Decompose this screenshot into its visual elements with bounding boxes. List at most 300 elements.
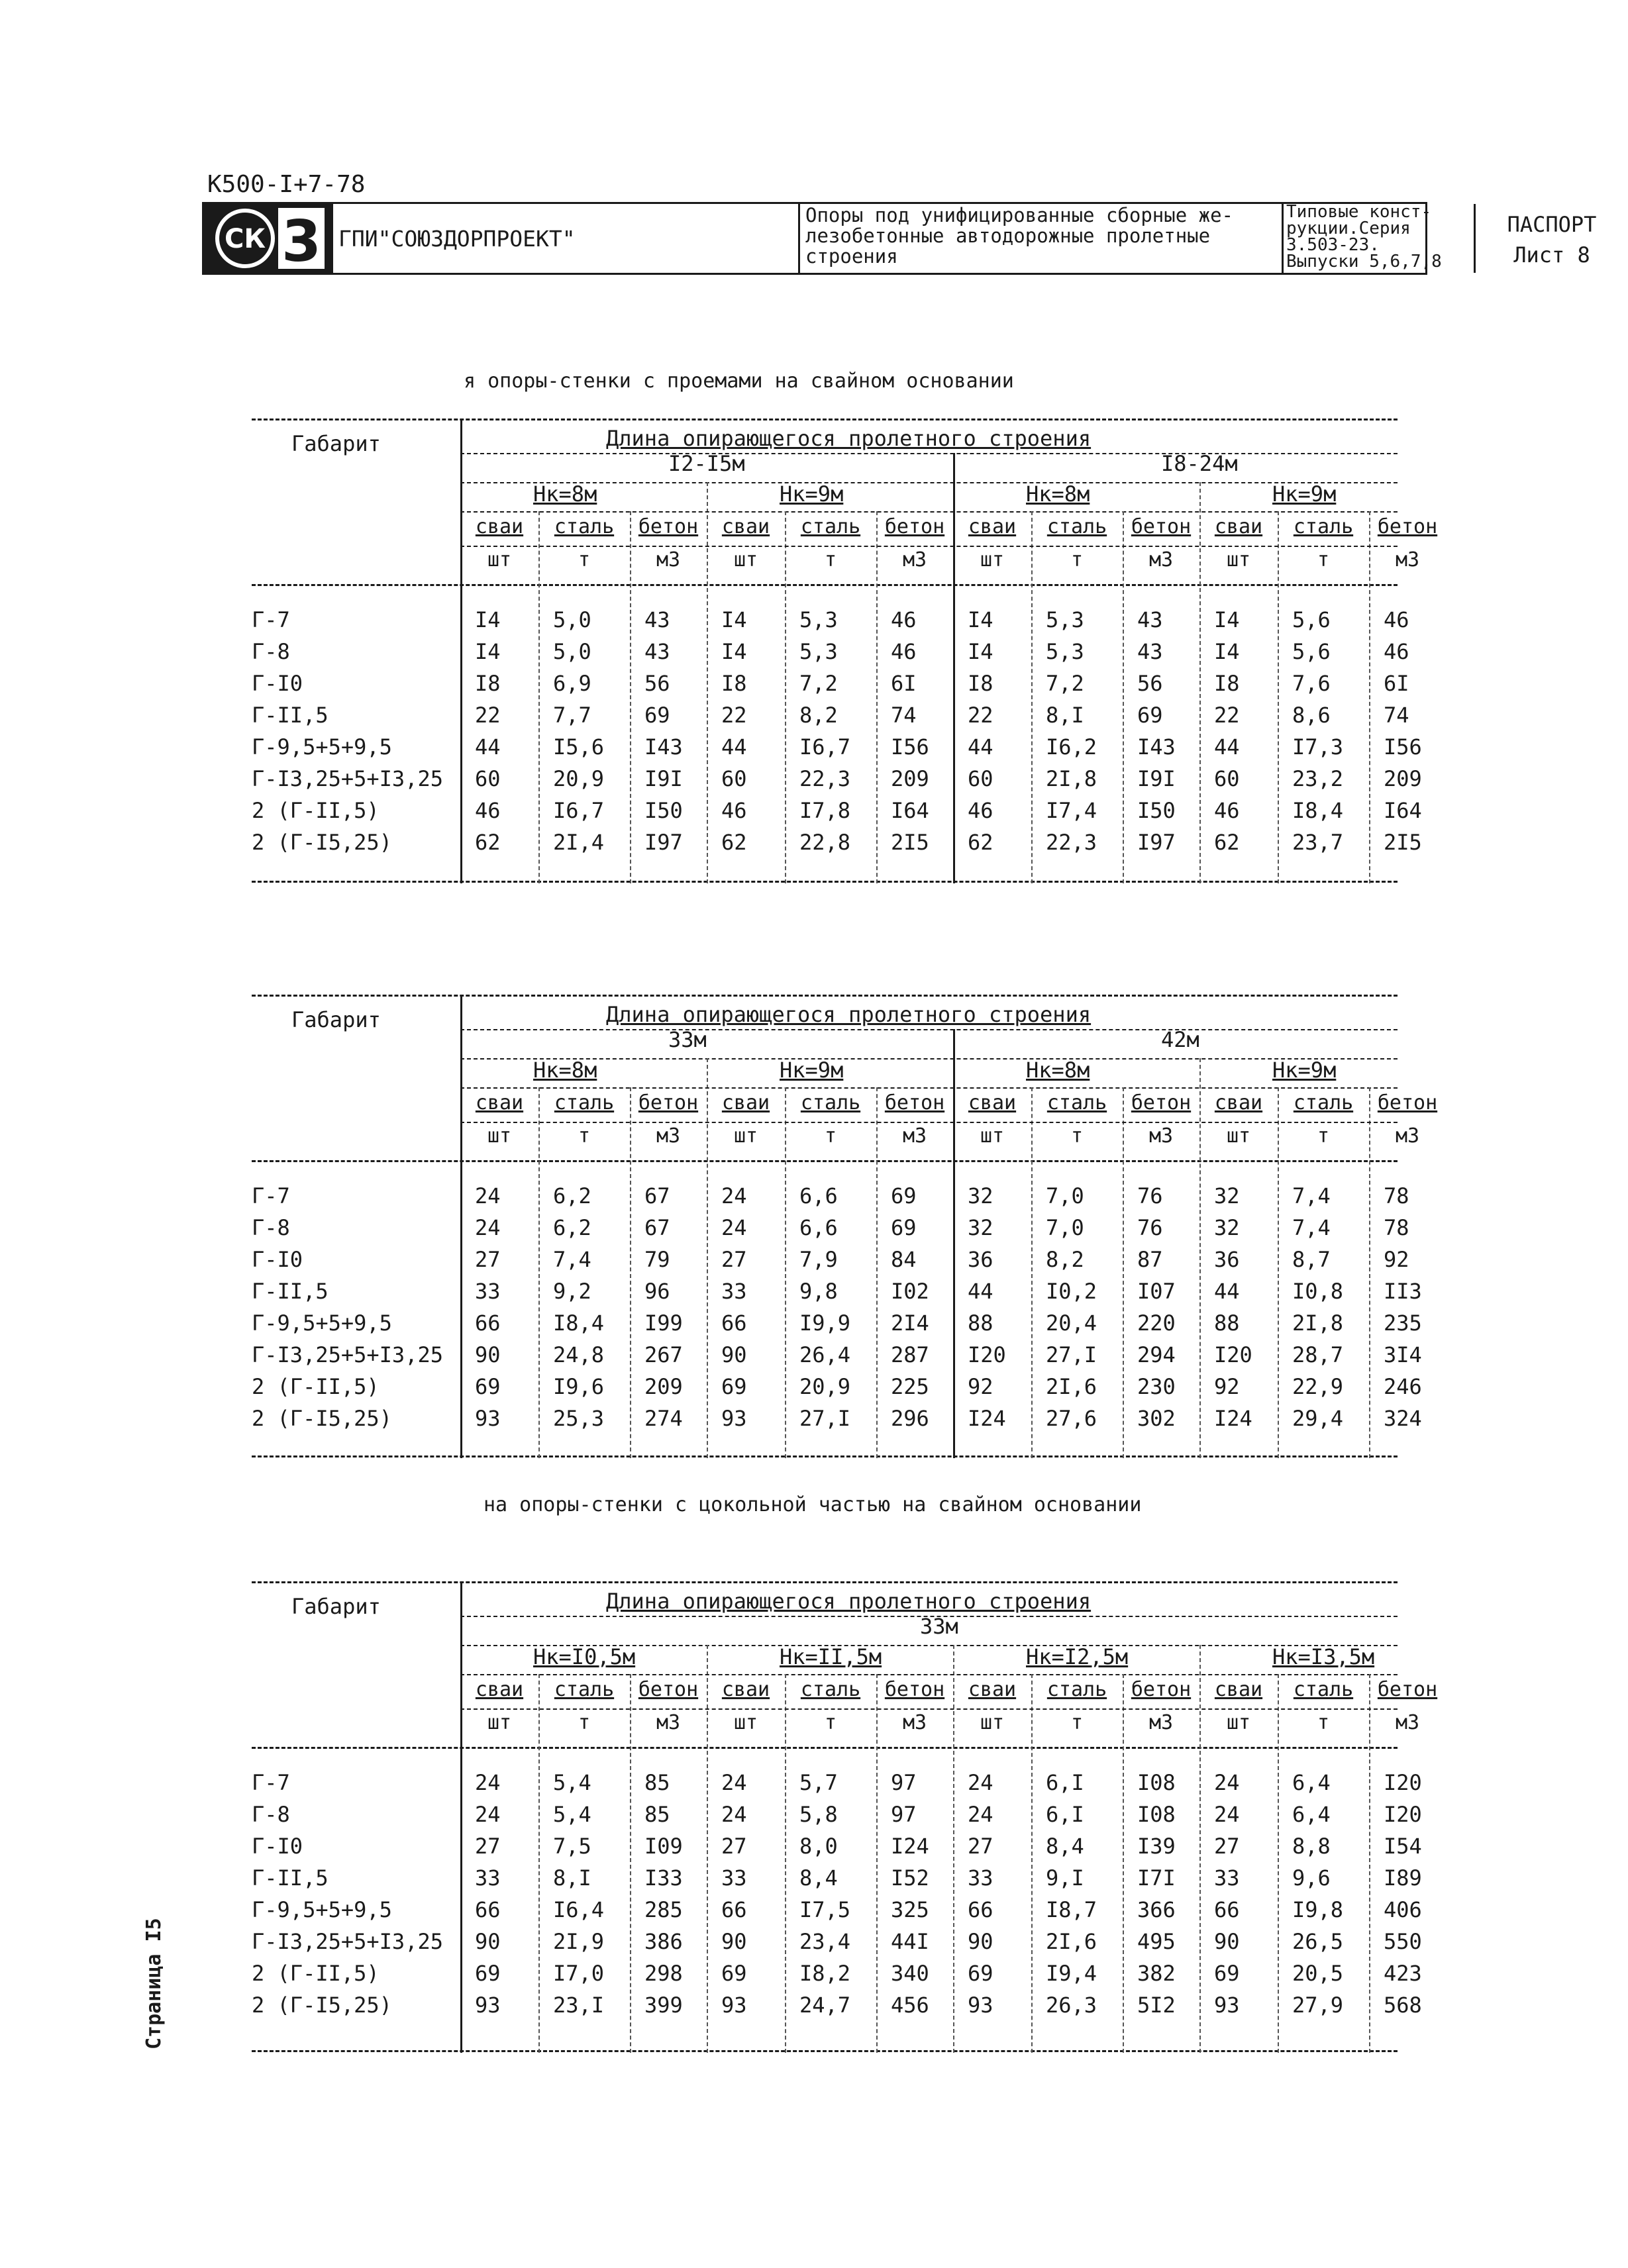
series-info <box>1284 204 1476 273</box>
table-cell: 2I,6 <box>1046 1929 1097 1954</box>
table-cell: 33 <box>721 1279 747 1304</box>
table-cell: 27,6 <box>1046 1406 1097 1431</box>
table-row <box>252 1275 1422 1307</box>
column-name: сваи <box>968 1678 1017 1701</box>
column-unit: шт <box>1226 1711 1251 1734</box>
table-cell: 66 <box>1214 1897 1240 1922</box>
column-unit: м3 <box>1148 548 1174 571</box>
column-unit: м3 <box>1148 1711 1174 1734</box>
passport-box <box>1476 204 1628 273</box>
table-cell: 24 <box>475 1802 501 1827</box>
table-cell: 44 <box>1214 1279 1240 1304</box>
table-row <box>252 604 1409 636</box>
table-cell: 62 <box>721 830 747 855</box>
table-cell: 24 <box>721 1802 747 1827</box>
column-unit: шт <box>487 1711 512 1734</box>
table-cell: 62 <box>968 830 993 855</box>
table-cell: 93 <box>1214 1993 1240 2018</box>
column-unit: шт <box>733 1124 758 1148</box>
rule-bottom <box>252 1455 1398 1457</box>
table-cell: 24,8 <box>553 1342 605 1367</box>
row-label: Г-I3,25+5+I3,25 <box>252 1342 443 1367</box>
gabarit-header: Габарит <box>291 431 381 456</box>
rule-subgroups <box>460 1674 1398 1675</box>
table-row <box>252 1862 1422 1894</box>
table-cell: 6,6 <box>799 1215 838 1240</box>
table-cell: 44 <box>968 734 993 760</box>
table-cell: 9,6 <box>1292 1865 1331 1891</box>
table-cell: 62 <box>1214 830 1240 855</box>
table-cell: 66 <box>721 1897 747 1922</box>
table-cell: 325 <box>891 1897 929 1922</box>
table-cell: 27 <box>1214 1834 1240 1859</box>
table-cell: 43 <box>1137 607 1163 632</box>
row-label: Г-I0 <box>252 671 303 696</box>
table-cell: 33 <box>721 1865 747 1891</box>
table-cell: I02 <box>891 1279 929 1304</box>
column-name: бетон <box>1377 1678 1438 1701</box>
rule-bottom <box>252 2050 1398 2052</box>
rule-top <box>252 995 1398 997</box>
span-group: I8-24м <box>1161 451 1238 476</box>
table-cell: 60 <box>1214 766 1240 791</box>
table-row <box>252 731 1422 763</box>
table-cell: I9,9 <box>799 1310 851 1336</box>
table-cell: 5,3 <box>799 607 838 632</box>
rule-names <box>460 546 1398 547</box>
table-cell: 8,I <box>553 1865 591 1891</box>
table-cell: I6,2 <box>1046 734 1097 760</box>
table-cell: 5,3 <box>1046 639 1084 664</box>
column-unit: т <box>578 548 591 571</box>
column-unit: т <box>578 1124 591 1148</box>
table-cell: 32 <box>1214 1183 1240 1208</box>
column-unit: шт <box>980 548 1005 571</box>
row-label: Г-7 <box>252 1770 290 1795</box>
table-cell: 97 <box>891 1770 917 1795</box>
table-cell: 7,4 <box>553 1247 591 1272</box>
description-line: строения <box>805 245 898 268</box>
table-cell: 26,4 <box>799 1342 851 1367</box>
series-line: рукции.Серия <box>1286 219 1411 238</box>
table-cell: 7,4 <box>1292 1183 1331 1208</box>
table-row <box>252 1957 1422 1989</box>
column-unit: шт <box>980 1711 1005 1734</box>
table-cell: 6,I <box>1046 1802 1084 1827</box>
table-cell: 90 <box>1214 1929 1240 1954</box>
gabarit-header: Габарит <box>291 1594 381 1619</box>
row-label: Г-9,5+5+9,5 <box>252 1897 392 1922</box>
table-cell: 27 <box>475 1834 501 1859</box>
height-group: Нк=I0,5м <box>533 1644 636 1669</box>
table-cell: 2I,8 <box>1046 766 1097 791</box>
table-cell: 90 <box>475 1342 501 1367</box>
table-cell: 62 <box>475 830 501 855</box>
table-cell: 46 <box>891 607 917 632</box>
table-cell: 209 <box>891 766 929 791</box>
table-cell: I7,5 <box>799 1897 851 1922</box>
column-name: сталь <box>554 1678 615 1701</box>
column-name: бетон <box>884 515 945 538</box>
table-cell: 5,6 <box>1292 607 1331 632</box>
table-cell: 93 <box>968 1993 993 2018</box>
column-unit: шт <box>980 1124 1005 1148</box>
table-cell: I4 <box>475 607 501 632</box>
table-cell: 60 <box>968 766 993 791</box>
table-cell: 24 <box>968 1770 993 1795</box>
table-cell: 76 <box>1137 1183 1163 1208</box>
column-unit: м3 <box>656 1711 681 1734</box>
rule-subgroups <box>460 511 1398 513</box>
table-cell: I8 <box>968 671 993 696</box>
table-row <box>252 1307 1422 1339</box>
table-cell: 90 <box>721 1929 747 1954</box>
table-cell: I54 <box>1384 1834 1422 1859</box>
table-cell: II3 <box>1384 1279 1422 1304</box>
table-cell: 76 <box>1137 1215 1163 1240</box>
column-unit: шт <box>1226 1124 1251 1148</box>
rule-names <box>460 1708 1398 1710</box>
table-cell: I52 <box>891 1865 929 1891</box>
row-label: Г-I3,25+5+I3,25 <box>252 1929 443 1954</box>
table-cell: 209 <box>644 1374 683 1399</box>
table-cell: 9,I <box>1046 1865 1084 1891</box>
table-cell: I97 <box>1137 830 1176 855</box>
table-cell: I43 <box>1137 734 1176 760</box>
height-group: Нк=I2,5м <box>1026 1644 1129 1669</box>
table-cell: 90 <box>968 1929 993 1954</box>
table-row <box>252 699 1409 731</box>
table-cell: 8,8 <box>1292 1834 1331 1859</box>
row-label: 2 (Г-I5,25) <box>252 1993 392 2018</box>
table-cell: 93 <box>475 1406 501 1431</box>
table-cell: I8,4 <box>553 1310 605 1336</box>
table-cell: 366 <box>1137 1897 1176 1922</box>
column-name: сталь <box>554 1091 615 1114</box>
column-name: сталь <box>1046 515 1107 538</box>
table-cell: 8,2 <box>799 703 838 728</box>
table-cell: 97 <box>891 1802 917 1827</box>
table-cell: I4 <box>1214 607 1240 632</box>
column-name: бетон <box>638 515 699 538</box>
table-cell: I33 <box>644 1865 683 1891</box>
table-cell: 46 <box>1384 607 1409 632</box>
table-cell: I4 <box>968 607 993 632</box>
table-cell: 5,7 <box>799 1770 838 1795</box>
column-name: бетон <box>884 1678 945 1701</box>
table-cell: 22 <box>968 703 993 728</box>
table-cell: 8,I <box>1046 703 1084 728</box>
row-label: Г-9,5+5+9,5 <box>252 1310 392 1336</box>
section-title-1: я опоры-стенки с проемами на свайном основании <box>464 370 1014 393</box>
table-cell: 92 <box>968 1374 993 1399</box>
table-cell: I8,4 <box>1292 798 1344 823</box>
table-cell: 20,9 <box>799 1374 851 1399</box>
logo-digit: 3 <box>281 209 321 275</box>
table-cell: 36 <box>1214 1247 1240 1272</box>
table-cell: 69 <box>721 1374 747 1399</box>
table-cell: 225 <box>891 1374 929 1399</box>
table-cell: 2I5 <box>1384 830 1422 855</box>
table-cell: 7,2 <box>799 671 838 696</box>
table-cell: 85 <box>644 1802 670 1827</box>
logo <box>204 204 333 273</box>
series-line: Выпуски 5,6,7,8 <box>1286 252 1442 271</box>
table-cell: 209 <box>1384 766 1422 791</box>
row-label: Г-II,5 <box>252 703 329 728</box>
column-unit: т <box>824 1711 837 1734</box>
table-cell: 69 <box>968 1961 993 1986</box>
rule-header <box>252 1747 1398 1749</box>
column-name: сталь <box>800 1091 861 1114</box>
column-name: сваи <box>475 515 524 538</box>
column-unit: т <box>1070 1124 1084 1148</box>
column-unit: т <box>1317 548 1330 571</box>
table-cell: I7,3 <box>1292 734 1344 760</box>
table-cell: 69 <box>721 1961 747 1986</box>
table-cell: I9,4 <box>1046 1961 1097 1986</box>
table-cell: I0,8 <box>1292 1279 1344 1304</box>
table-cell: 6,2 <box>553 1215 591 1240</box>
table-cell: 69 <box>1137 703 1163 728</box>
table-cell: 74 <box>891 703 917 728</box>
table-cell: 79 <box>644 1247 670 1272</box>
table-cell: 46 <box>1214 798 1240 823</box>
table-cell: 66 <box>968 1897 993 1922</box>
table-cell: 24 <box>475 1183 501 1208</box>
table-cell: I7I <box>1137 1865 1176 1891</box>
table-cell: 456 <box>891 1993 929 2018</box>
table-cell: I97 <box>644 830 683 855</box>
document-code: К500-I+7-78 <box>207 171 366 198</box>
table-cell: 22 <box>721 703 747 728</box>
table-cell: 93 <box>721 1406 747 1431</box>
span-header: Длина опирающегося пролетного строения <box>606 1589 1092 1614</box>
table-cell: 44 <box>721 734 747 760</box>
table-cell: 36 <box>968 1247 993 1272</box>
table-cell: I0,2 <box>1046 1279 1097 1304</box>
table-cell: 20,9 <box>553 766 605 791</box>
table-cell: 27 <box>721 1247 747 1272</box>
table-cell: 5,3 <box>799 639 838 664</box>
column-name: сваи <box>968 515 1017 538</box>
table-row <box>252 667 1409 699</box>
table-cell: 22,3 <box>799 766 851 791</box>
table-cell: 298 <box>644 1961 683 1986</box>
table-cell: I6,4 <box>553 1897 605 1922</box>
table-cell: I20 <box>968 1342 1006 1367</box>
table-cell: 2I4 <box>891 1310 929 1336</box>
row-label: 2 (Г-II,5) <box>252 1961 380 1986</box>
table-cell: 5I2 <box>1137 1993 1176 2018</box>
height-group: Нк=9м <box>780 1058 844 1083</box>
table-cell: 6,I <box>1046 1770 1084 1795</box>
table-cell: 60 <box>721 766 747 791</box>
column-unit: т <box>1070 548 1084 571</box>
table-cell: 90 <box>721 1342 747 1367</box>
height-group: Нк=9м <box>1272 1058 1337 1083</box>
table-cell: I9,6 <box>553 1374 605 1399</box>
table-row <box>252 1212 1409 1244</box>
table-row <box>252 1767 1422 1799</box>
column-unit: м3 <box>1395 1711 1420 1734</box>
table-row <box>252 1180 1409 1212</box>
sheet-number: Лист 8 <box>1513 242 1590 268</box>
height-group: Нк=8м <box>1026 481 1090 507</box>
table-cell: 7,7 <box>553 703 591 728</box>
column-unit: шт <box>487 548 512 571</box>
table-cell: 8,6 <box>1292 703 1331 728</box>
materials-table-3 <box>252 1581 1438 2053</box>
height-group: Нк=II,5м <box>780 1644 882 1669</box>
height-group: Нк=9м <box>780 481 844 507</box>
table-cell: I9I <box>1137 766 1176 791</box>
span-group: I2-I5м <box>668 451 745 476</box>
table-cell: 23,4 <box>799 1929 851 1954</box>
column-unit: шт <box>1226 548 1251 571</box>
column-unit: м3 <box>902 1711 927 1734</box>
table-row <box>252 795 1422 826</box>
table-cell: 26,5 <box>1292 1929 1344 1954</box>
table-cell: I20 <box>1384 1802 1422 1827</box>
table-cell: 6,9 <box>553 671 591 696</box>
table-row <box>252 1339 1422 1371</box>
table-cell: 22,8 <box>799 830 851 855</box>
description-line: лезобетонные автодорожные пролетные <box>805 224 1211 247</box>
table-cell: 24 <box>1214 1802 1240 1827</box>
table-cell: 386 <box>644 1929 683 1954</box>
table-cell: 23,7 <box>1292 830 1344 855</box>
table-cell: I56 <box>1384 734 1422 760</box>
height-group: Нк=9м <box>1272 481 1337 507</box>
table-cell: 399 <box>644 1993 683 2018</box>
table-cell: 8,4 <box>1046 1834 1084 1859</box>
table-cell: I99 <box>644 1310 683 1336</box>
table-row <box>252 1989 1422 2021</box>
table-cell: 67 <box>644 1183 670 1208</box>
column-unit: т <box>578 1711 591 1734</box>
table-cell: 87 <box>1137 1247 1163 1272</box>
column-unit: м3 <box>656 1124 681 1148</box>
table-cell: I50 <box>1137 798 1176 823</box>
row-label: Г-7 <box>252 1183 290 1208</box>
table-cell: 93 <box>475 1993 501 2018</box>
column-unit: м3 <box>656 548 681 571</box>
table-cell: 5,4 <box>553 1802 591 1827</box>
table-cell: 43 <box>644 639 670 664</box>
rule-names <box>460 1122 1398 1123</box>
table-cell: 230 <box>1137 1374 1176 1399</box>
table-row <box>252 826 1422 858</box>
table-cell: I09 <box>644 1834 683 1859</box>
table-cell: 27 <box>475 1247 501 1272</box>
table-cell: 9,2 <box>553 1279 591 1304</box>
column-name: бетон <box>884 1091 945 1114</box>
column-name: сталь <box>1293 515 1354 538</box>
rule-subgroups <box>460 1087 1398 1089</box>
table-cell: I8,7 <box>1046 1897 1097 1922</box>
table-cell: 44 <box>475 734 501 760</box>
table-cell: 8,0 <box>799 1834 838 1859</box>
table-cell: 2I,9 <box>553 1929 605 1954</box>
table-cell: 43 <box>1137 639 1163 664</box>
table-cell: 69 <box>475 1961 501 1986</box>
column-name: сваи <box>1214 1091 1263 1114</box>
column-unit: т <box>1317 1711 1330 1734</box>
table-cell: 7,0 <box>1046 1215 1084 1240</box>
height-group: Нк=8м <box>533 481 597 507</box>
company-logo-icon <box>204 204 330 273</box>
rule-top <box>252 419 1398 420</box>
span-group: 33м <box>920 1614 958 1639</box>
table-cell: 423 <box>1384 1961 1422 1986</box>
column-name: сваи <box>475 1091 524 1114</box>
materials-table-2 <box>252 995 1438 1458</box>
table-cell: 287 <box>891 1342 929 1367</box>
table-cell: 7,0 <box>1046 1183 1084 1208</box>
table-cell: 294 <box>1137 1342 1176 1367</box>
row-label: Г-9,5+5+9,5 <box>252 734 392 760</box>
table-cell: 24 <box>1214 1770 1240 1795</box>
table-cell: 46 <box>891 639 917 664</box>
table-row <box>252 1244 1409 1275</box>
table-cell: 2I,8 <box>1292 1310 1344 1336</box>
table-cell: I56 <box>891 734 929 760</box>
row-label: Г-I3,25+5+I3,25 <box>252 766 443 791</box>
table-cell: I5,6 <box>553 734 605 760</box>
table-cell: 220 <box>1137 1310 1176 1336</box>
organization-name: ГПИ"СОЮЗДОРПРОЕКТ" <box>333 204 800 273</box>
title-block <box>202 202 1597 275</box>
table-cell: 33 <box>475 1865 501 1891</box>
table-row <box>252 1926 1422 1957</box>
table-cell: I4 <box>721 607 747 632</box>
column-unit: м3 <box>1395 1124 1420 1148</box>
row-label: 2 (Г-I5,25) <box>252 1406 392 1431</box>
column-unit: м3 <box>902 548 927 571</box>
table-cell: 33 <box>968 1865 993 1891</box>
table-cell: 24 <box>475 1770 501 1795</box>
table-cell: 74 <box>1384 703 1409 728</box>
column-unit: т <box>1070 1711 1084 1734</box>
table-cell: I20 <box>1214 1342 1252 1367</box>
row-label: Г-8 <box>252 1215 290 1240</box>
table-cell: 324 <box>1384 1406 1422 1431</box>
table-cell: 5,0 <box>553 639 591 664</box>
table-cell: I24 <box>891 1834 929 1859</box>
column-name: сваи <box>1214 1678 1263 1701</box>
column-unit: т <box>824 548 837 571</box>
row-label: Г-I0 <box>252 1834 303 1859</box>
column-name: бетон <box>1131 1091 1192 1114</box>
height-group: Нк=8м <box>1026 1058 1090 1083</box>
table-cell: 33 <box>475 1279 501 1304</box>
table-cell: 5,6 <box>1292 639 1331 664</box>
table-row <box>252 1799 1422 1830</box>
table-cell: 93 <box>721 1993 747 2018</box>
table-cell: 495 <box>1137 1929 1176 1954</box>
table-cell: 69 <box>891 1183 917 1208</box>
table-cell: I20 <box>1384 1770 1422 1795</box>
table-cell: 406 <box>1384 1897 1422 1922</box>
table-cell: 5,4 <box>553 1770 591 1795</box>
table-row <box>252 763 1422 795</box>
table-cell: 7,5 <box>553 1834 591 1859</box>
table-cell: 2I,4 <box>553 830 605 855</box>
table-cell: 8,7 <box>1292 1247 1331 1272</box>
column-name: бетон <box>638 1678 699 1701</box>
table-cell: 26,3 <box>1046 1993 1097 2018</box>
